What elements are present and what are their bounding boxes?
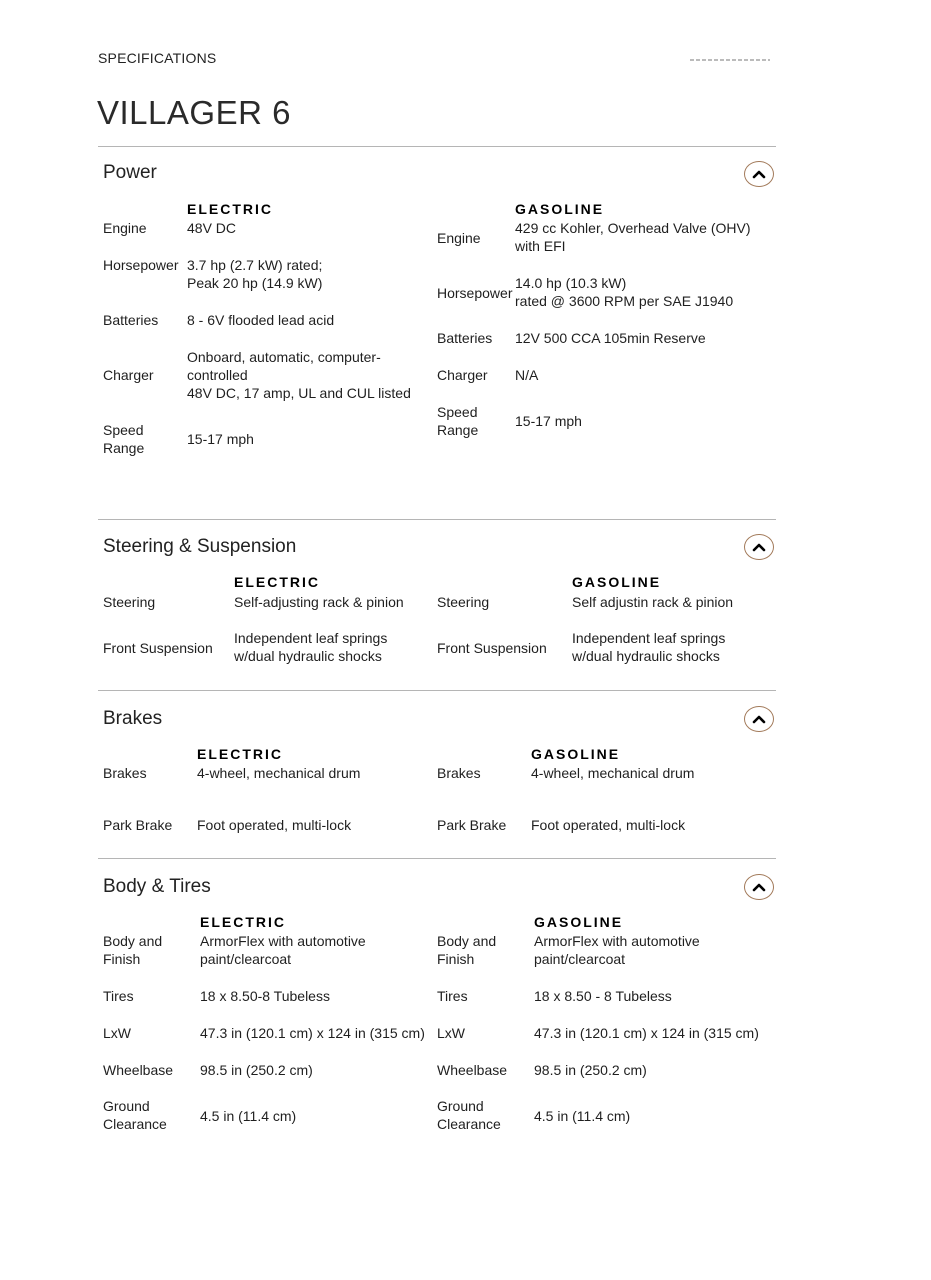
spec-value: ArmorFlex with automotive paint/clearcoat (534, 933, 700, 967)
collapse-brakes-button[interactable] (744, 706, 774, 732)
chevron-up-icon (752, 882, 766, 892)
spec-value: Independent leaf springs w/dual hydraulic shocks (234, 630, 388, 664)
spec-value: ArmorFlex with automotive paint/clearcoat (200, 933, 366, 967)
spec-label: Batteries (437, 330, 493, 346)
spec-value: 4.5 in (11.4 cm) (534, 1108, 631, 1124)
collapse-body-tires-button[interactable] (744, 874, 774, 900)
spec-label: Brakes (103, 765, 147, 781)
spec-label: Steering (103, 594, 156, 610)
spec-value: 47.3 in (120.1 cm) x 124 in (315 cm) (534, 1025, 759, 1041)
spec-label: Horsepower (103, 257, 179, 273)
column-header-electric: ELECTRIC (200, 914, 286, 930)
chevron-up-icon (752, 542, 766, 552)
spec-label: Wheelbase (437, 1062, 508, 1078)
spec-label: Horsepower (437, 285, 513, 301)
spec-value: 14.0 hp (10.3 kW) rated @ 3600 RPM per SAE J1940 (515, 275, 734, 309)
spec-label: Tires (437, 988, 468, 1004)
spec-value: 48V DC (187, 220, 237, 236)
spec-label: Brakes (437, 765, 481, 781)
spec-label: LxW (103, 1025, 131, 1041)
spec-value: Self adjustin rack & pinion (572, 594, 734, 610)
spec-value: 3.7 hp (2.7 kW) rated; Peak 20 hp (14.9 kW) (187, 257, 323, 291)
eyebrow-label: SPECIFICATIONS (98, 50, 217, 66)
spec-value: 4.5 in (11.4 cm) (200, 1108, 297, 1124)
column-header-gasoline: GASOLINE (531, 746, 621, 762)
spec-value: Independent leaf springs w/dual hydraulic shocks (572, 630, 726, 664)
spec-label: Front Suspension (437, 640, 547, 656)
spec-label: Engine (437, 230, 481, 246)
spec-value: 12V 500 CCA 105min Reserve (515, 330, 706, 346)
chevron-up-icon (752, 169, 766, 179)
section-title-body-tires: Body & Tires (103, 876, 211, 897)
spec-label: Batteries (103, 312, 159, 328)
spec-value: Foot operated, multi-lock (531, 817, 686, 833)
spec-value: Self-adjusting rack & pinion (234, 594, 404, 610)
spec-value: 18 x 8.50-8 Tubeless (200, 988, 330, 1004)
spec-value: N/A (515, 367, 539, 383)
spec-label: Ground Clearance (103, 1098, 167, 1132)
chevron-up-icon (752, 714, 766, 724)
spec-value: 18 x 8.50 - 8 Tubeless (534, 988, 672, 1004)
column-header-electric: ELECTRIC (234, 574, 320, 590)
spec-label: Park Brake (103, 817, 173, 833)
spec-value: Foot operated, multi-lock (197, 817, 352, 833)
spec-value: 8 - 6V flooded lead acid (187, 312, 335, 328)
spec-label: Tires (103, 988, 134, 1004)
spec-label: Speed Range (437, 404, 479, 438)
divider (98, 519, 776, 520)
divider (98, 146, 776, 147)
spec-label: Charger (103, 367, 154, 383)
brand-logo (690, 57, 770, 63)
spec-value: 15-17 mph (515, 413, 582, 429)
spec-value: 98.5 in (250.2 cm) (200, 1062, 313, 1078)
column-header-gasoline: GASOLINE (572, 574, 662, 590)
spec-label: LxW (437, 1025, 465, 1041)
spec-value: 15-17 mph (187, 431, 254, 447)
spec-value: 429 cc Kohler, Overhead Valve (OHV) with EFI (515, 220, 751, 254)
divider (98, 690, 776, 691)
spec-label: Charger (437, 367, 488, 383)
spec-label: Body and Finish (437, 933, 497, 967)
spec-label: Wheelbase (103, 1062, 174, 1078)
spec-value: 4-wheel, mechanical drum (197, 765, 361, 781)
column-header-gasoline: GASOLINE (534, 914, 624, 930)
spec-value: 4-wheel, mechanical drum (531, 765, 695, 781)
section-title-steering: Steering & Suspension (103, 536, 297, 557)
column-header-electric: ELECTRIC (197, 746, 283, 762)
column-header-electric: ELECTRIC (187, 201, 273, 217)
spec-label: Engine (103, 220, 147, 236)
section-title-brakes: Brakes (103, 708, 163, 729)
spec-value: Onboard, automatic, computer- controlled 48V DC, 17 amp, UL and CUL listed (187, 349, 411, 401)
spec-label: Steering (437, 594, 490, 610)
spec-label: Ground Clearance (437, 1098, 501, 1132)
collapse-steering-button[interactable] (744, 534, 774, 560)
divider (98, 858, 776, 859)
spec-label: Body and Finish (103, 933, 163, 967)
column-header-gasoline: GASOLINE (515, 201, 605, 217)
section-title-power: Power (103, 162, 157, 183)
spec-label: Park Brake (437, 817, 507, 833)
spec-label: Front Suspension (103, 640, 213, 656)
spec-value: 47.3 in (120.1 cm) x 124 in (315 cm) (200, 1025, 425, 1041)
page-title: VILLAGER 6 (97, 94, 291, 131)
spec-label: Speed Range (103, 422, 145, 456)
collapse-power-button[interactable] (744, 161, 774, 187)
spec-value: 98.5 in (250.2 cm) (534, 1062, 647, 1078)
